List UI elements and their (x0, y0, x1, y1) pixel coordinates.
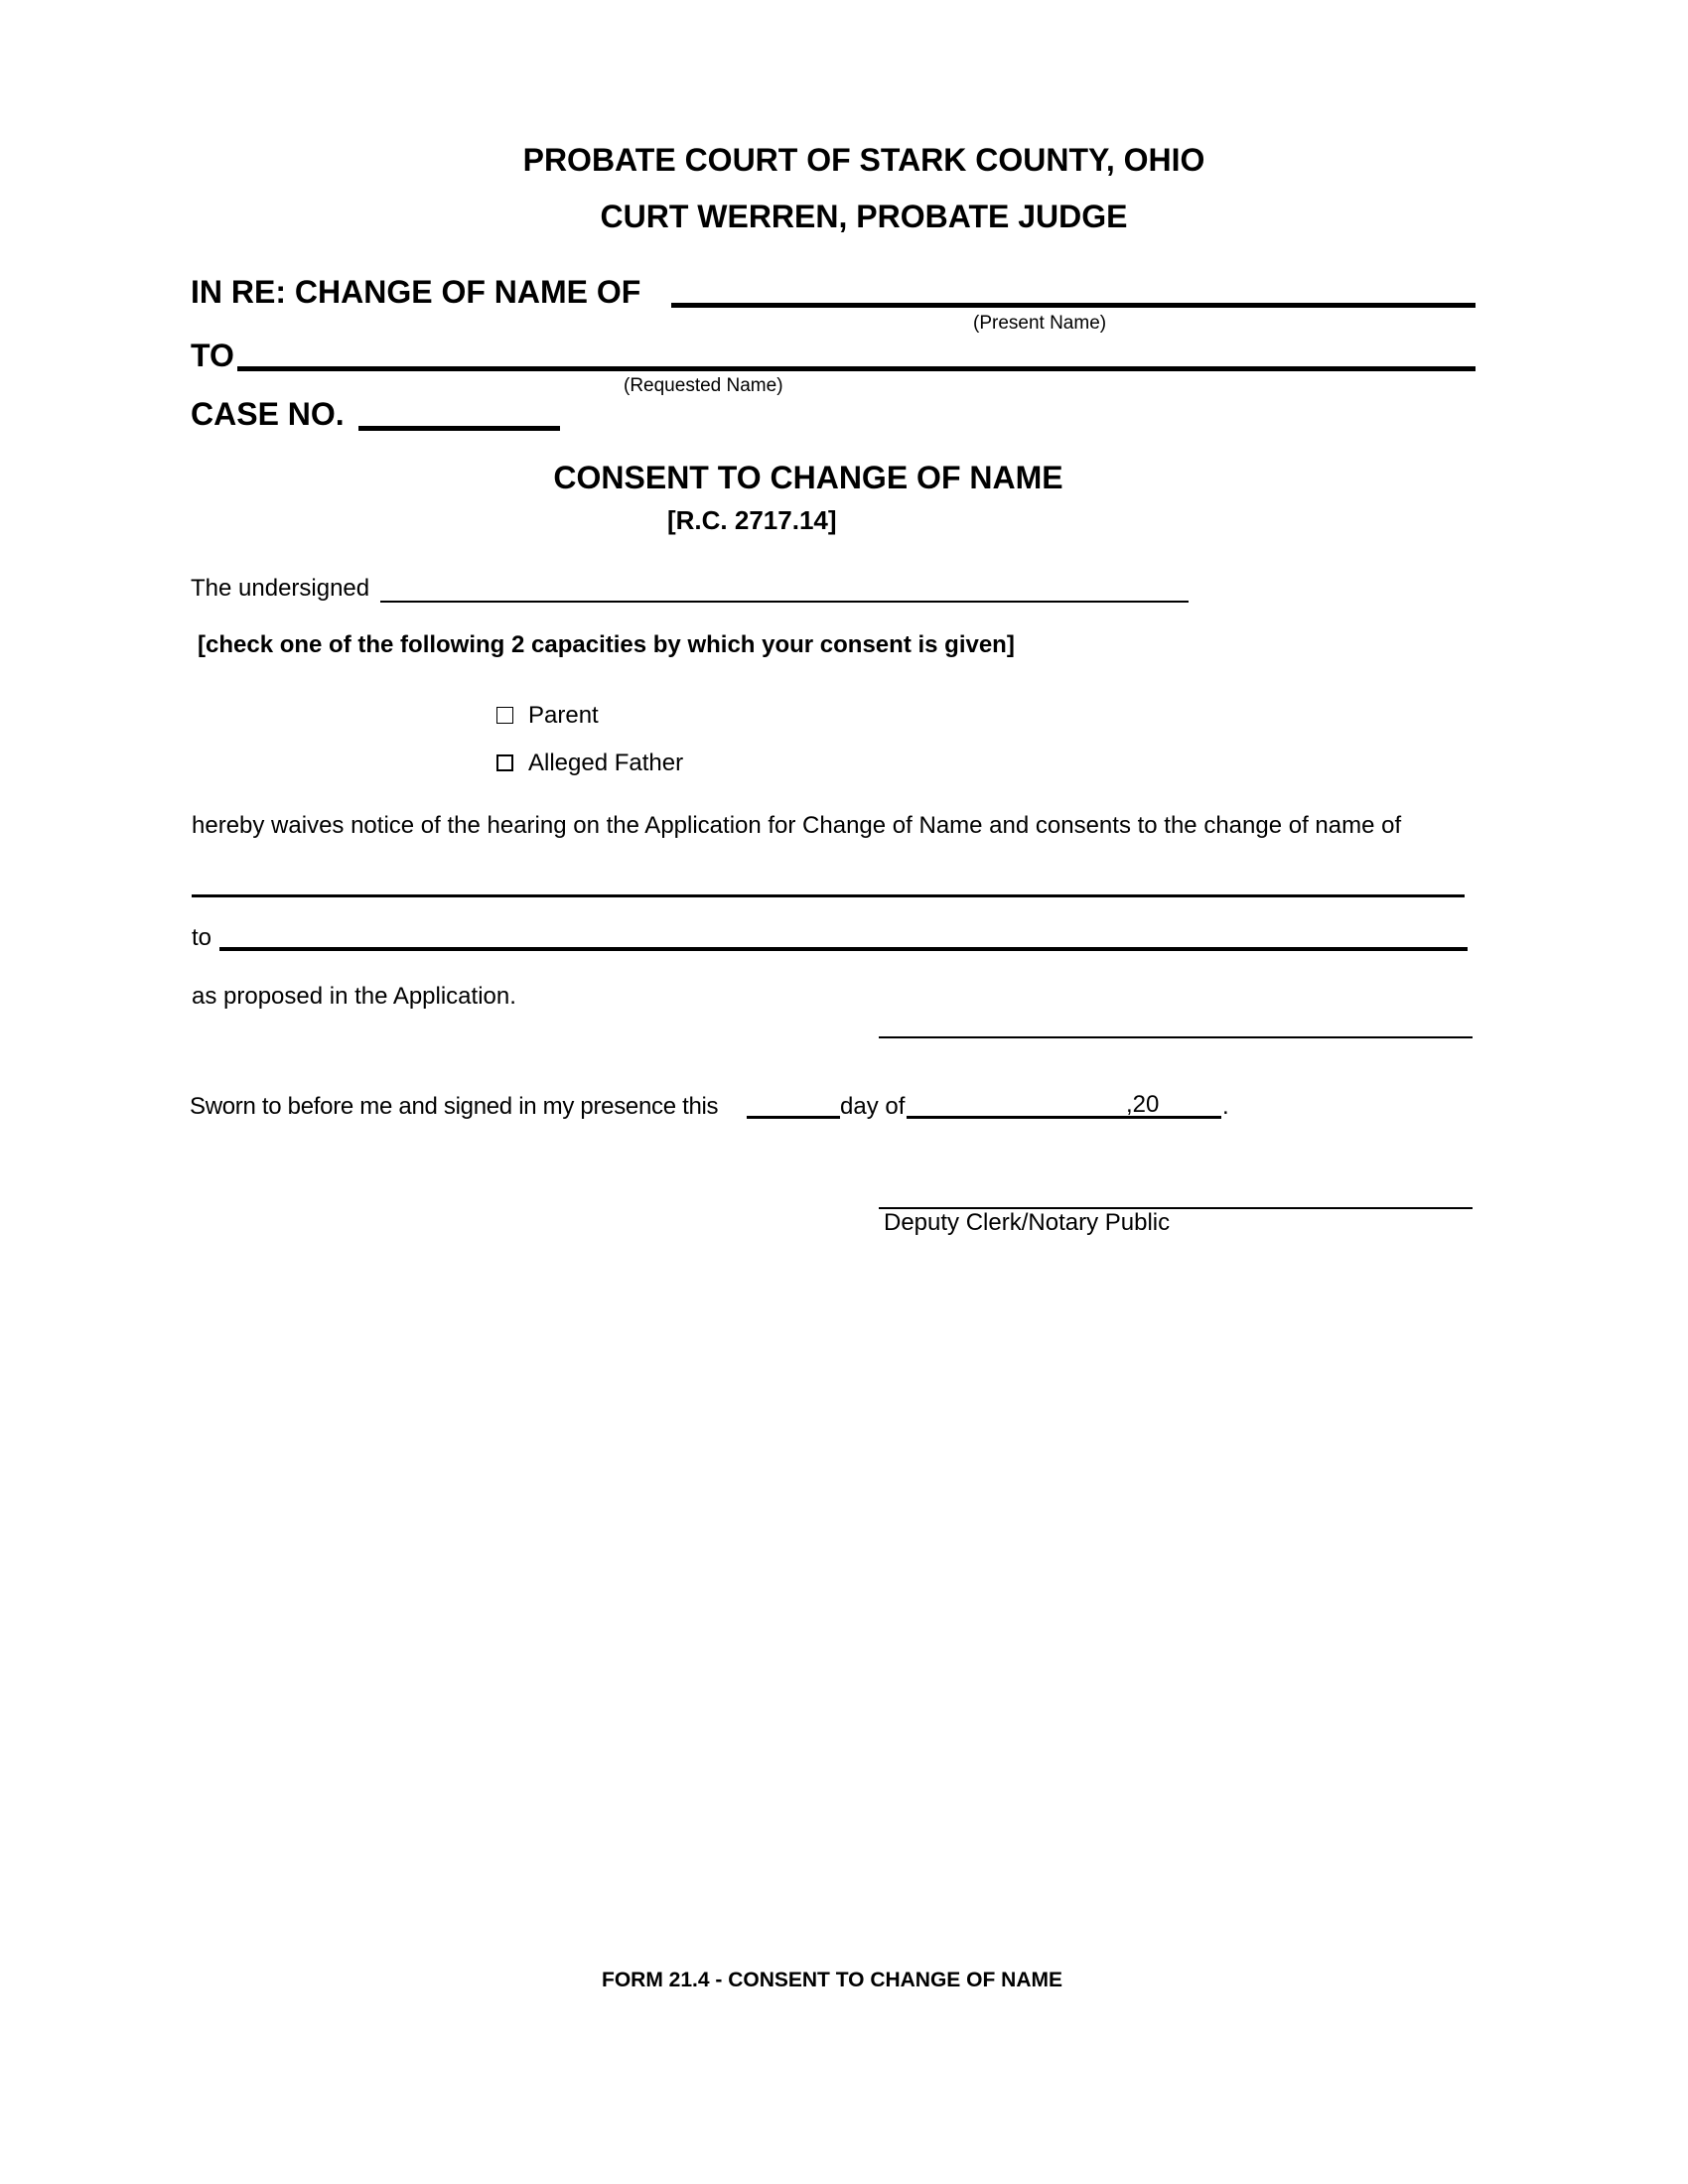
parent-checkbox[interactable] (496, 707, 513, 724)
month-year-field[interactable] (907, 1116, 1221, 1119)
notary-label: Deputy Clerk/Notary Public (884, 1209, 1171, 1236)
period: . (1222, 1093, 1229, 1120)
proposed-text: as proposed in the Application. (192, 983, 516, 1010)
from-name-field[interactable] (192, 894, 1465, 897)
statute-reference: [R.C. 2717.14] (667, 505, 837, 535)
day-of-text: day of (840, 1093, 906, 1120)
form-title: CONSENT TO CHANGE OF NAME (553, 460, 1063, 495)
requested-name-hint: (Requested Name) (624, 375, 783, 396)
judge-name: CURT WERREN, PROBATE JUDGE (600, 199, 1128, 234)
alleged-father-label: Alleged Father (528, 750, 684, 776)
court-name: PROBATE COURT OF STARK COUNTY, OHIO (522, 142, 1205, 178)
waiver-text: hereby waives notice of the hearing on the Application for Change of Name and consents to the change of name of (192, 812, 1402, 839)
to-label: TO (191, 338, 234, 373)
form-footer: FORM 21.4 - CONSENT TO CHANGE OF NAME (602, 1969, 1062, 1991)
undersigned-label: The undersigned (191, 575, 370, 602)
sworn-text: Sworn to before me and signed in my presence this (190, 1093, 719, 1120)
to-lowercase-label: to (192, 924, 212, 951)
case-no-label: CASE NO. (191, 396, 345, 432)
alleged-father-checkbox[interactable] (496, 754, 513, 771)
parent-label: Parent (528, 702, 599, 729)
day-field[interactable] (747, 1116, 840, 1119)
undersigned-name-field[interactable] (380, 601, 1189, 603)
requested-name-field[interactable] (237, 366, 1476, 371)
case-no-field[interactable] (358, 426, 560, 431)
to-name-field[interactable] (219, 947, 1468, 951)
capacity-instruction: [check one of the following 2 capacities by which your consent is given] (198, 631, 1015, 658)
present-name-hint: (Present Name) (973, 313, 1107, 334)
consenter-signature-line[interactable] (879, 1036, 1473, 1038)
year-prefix: ,20 (1126, 1091, 1160, 1118)
present-name-field[interactable] (671, 303, 1476, 308)
in-re-label: IN RE: CHANGE OF NAME OF (191, 274, 641, 310)
